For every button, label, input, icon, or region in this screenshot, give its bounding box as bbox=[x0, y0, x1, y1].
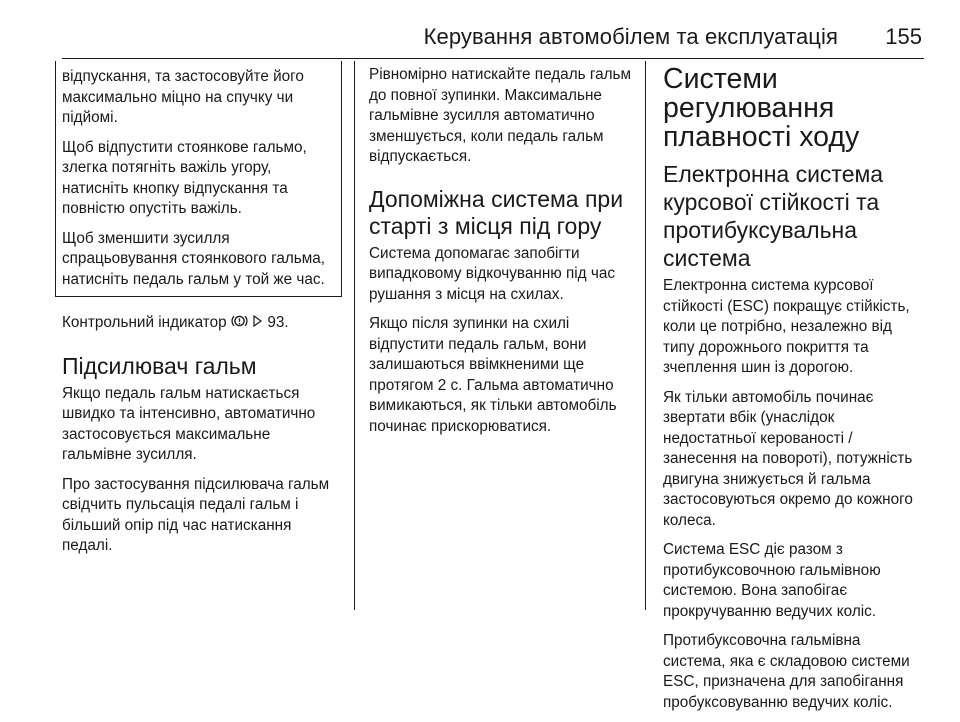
box-paragraph: відпускання, та застосовуйте його максимально міцно на спучку чи підйомі. bbox=[62, 68, 304, 126]
brake-assist-paragraph: Про застосування підсилювача гальм свідчить пульсація педалі гальм і більший опір під час натискання педалі. bbox=[62, 475, 330, 554]
brake-warning-indicator-icon bbox=[231, 314, 248, 335]
esc-heading: Електронна система курсової стійкості та протибуксувальна система bbox=[663, 161, 884, 271]
hill-start-heading: Допоміжна система при старті з місця під гору bbox=[369, 185, 624, 239]
column-divider-1 bbox=[354, 61, 355, 610]
esc-paragraph: Протибуксовочна гальмівна система, яка є складовою системи ESC, призначена для запобігання пробуксовуванню ведучих коліс. bbox=[663, 632, 910, 711]
esc-paragraph: Як тільки автомобіль починає звертати вбік (унаслідок недостатньої керованості / занесення на повороті), потужність двигуна знижується й гальма застосовуються окремо до кожного колеса. bbox=[663, 388, 913, 529]
main-heading: Системи регулювання плавності ходу bbox=[663, 63, 860, 153]
box-paragraph: Щоб зменшити зусилля спрацьовування стоянкового гальма, натисніть педаль гальм у той же час. bbox=[62, 229, 325, 288]
header-rule bbox=[62, 58, 924, 59]
brake-assist-paragraph: Якщо педаль гальм натискається швидко та інтенсивно, автоматично застосовується максимальне гальмівне зусилля. bbox=[62, 384, 316, 463]
page-header bbox=[62, 0, 924, 61]
column-divider-2 bbox=[645, 61, 646, 610]
header-title: Керування автомобілем та експлуатація bbox=[423, 24, 838, 49]
indicator-text: Контрольний індикатор bbox=[62, 314, 227, 331]
column-3 bbox=[663, 61, 927, 722]
column-2 bbox=[369, 61, 635, 446]
esc-paragraph: Система ESC діє разом з протибуксовочною гальмівною системою. Вона запобігає прокручуванню ведучих коліс. bbox=[663, 541, 881, 620]
hill-start-paragraph: Якщо після зупинки на схилі відпустити педаль гальм, вони залишаються ввімкненими ще протягом 2 с. Гальма автоматично вимикаються, як тільки автомобіль починає прискорюватися. bbox=[369, 315, 617, 435]
box-paragraph: Щоб відпустити стоянкове гальмо, злегка потягніть важіль угору, натисніть кнопку відпускання та повністю опустіть важіль. bbox=[62, 138, 307, 217]
esc-paragraph: Електронна система курсової стійкості (ESC) покращує стійкість, коли це потрібно, незалежно від типу дорожнього покриття та зчеплення шин із дорогою. bbox=[663, 277, 910, 376]
column-1 bbox=[62, 61, 344, 566]
hill-start-paragraph: Система допомагає запобігти випадковому відкочуванню під час рушання з місця на схилах. bbox=[369, 244, 615, 303]
page-number: 155 bbox=[885, 24, 922, 49]
reference-arrow-icon[interactable] bbox=[252, 313, 263, 334]
indicator-line bbox=[62, 313, 344, 335]
brake-assist-heading: Підсилювач гальм bbox=[62, 352, 257, 379]
warning-box bbox=[55, 61, 342, 297]
indicator-page-ref[interactable]: 93. bbox=[267, 314, 289, 331]
intro-paragraph: Рівномірно натискайте педаль гальм до повної зупинки. Максимальне гальмівне зусилля автоматично зменшується, коли педаль гальм відпускається. bbox=[369, 66, 631, 165]
